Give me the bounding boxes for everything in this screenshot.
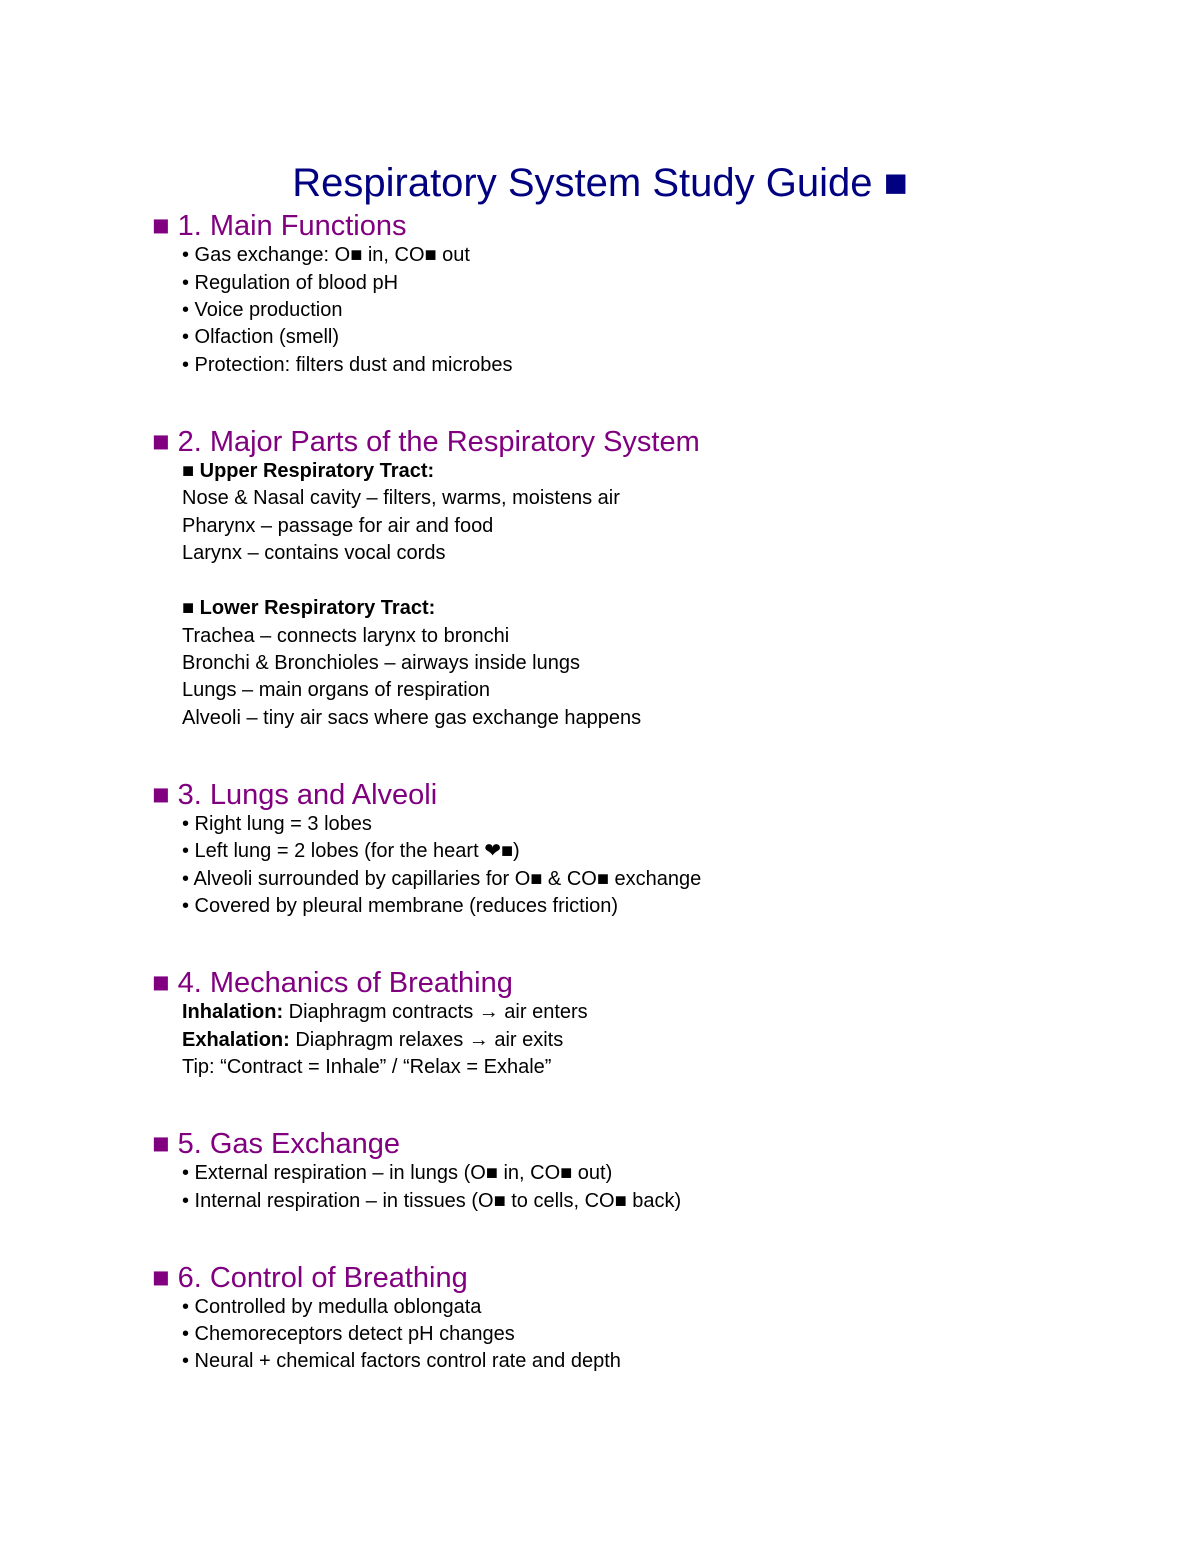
section-heading-main-functions: ■ 1. Main Functions — [152, 210, 407, 242]
section-heading-mechanics: ■ 4. Mechanics of Breathing — [152, 967, 513, 999]
tract-item: Pharynx – passage for air and food — [182, 515, 494, 537]
tract-item: Nose & Nasal cavity – filters, warms, moistens air — [182, 487, 620, 509]
bullet-item: • Alveoli surrounded by capillaries for O■ & CO■ exchange — [182, 868, 702, 890]
tract-item: Bronchi & Bronchioles – airways inside lungs — [182, 652, 580, 674]
tract-item: Lungs – main organs of respiration — [182, 679, 490, 701]
inhalation-label: Inhalation: — [182, 1001, 284, 1023]
section-heading-major-parts: ■ 2. Major Parts of the Respiratory System — [152, 426, 700, 458]
tract-item: Trachea – connects larynx to bronchi — [182, 625, 510, 647]
bullet-item: • Left lung = 2 lobes (for the heart ❤■) — [182, 840, 520, 862]
bullet-item: • Regulation of blood pH — [182, 272, 399, 294]
exhalation-line — [182, 1027, 563, 1053]
bullet-item: • Olfaction (smell) — [182, 326, 340, 348]
bullet-item: • External respiration – in lungs (O■ in, CO■ out) — [182, 1162, 613, 1184]
inhalation-line — [182, 999, 588, 1025]
section-heading-lungs-alveoli: ■ 3. Lungs and Alveoli — [152, 779, 438, 811]
bullet-item: • Neural + chemical factors control rate and depth — [182, 1350, 621, 1372]
subheading-lower-tract: ■ Lower Respiratory Tract: — [182, 597, 436, 619]
tract-item: Alveoli – tiny air sacs where gas exchange happens — [182, 707, 642, 729]
bullet-item: • Protection: filters dust and microbes — [182, 354, 513, 376]
bullet-item: • Gas exchange: O■ in, CO■ out — [182, 244, 470, 266]
bullet-item: • Right lung = 3 lobes — [182, 813, 372, 835]
page-title: Respiratory System Study Guide ■ — [292, 161, 908, 205]
section-heading-control: ■ 6. Control of Breathing — [152, 1262, 468, 1294]
bullet-item: • Internal respiration – in tissues (O■ to cells, CO■ back) — [182, 1190, 682, 1212]
inhalation-text: Diaphragm contracts → air enters — [283, 1001, 588, 1023]
bullet-item: • Controlled by medulla oblongata — [182, 1296, 482, 1318]
exhalation-label: Exhalation: — [182, 1029, 290, 1051]
bullet-item: • Chemoreceptors detect pH changes — [182, 1323, 515, 1345]
subheading-upper-tract: ■ Upper Respiratory Tract: — [182, 460, 435, 482]
section-heading-gas-exchange: ■ 5. Gas Exchange — [152, 1128, 401, 1160]
bullet-item: • Covered by pleural membrane (reduces friction) — [182, 895, 619, 917]
tip-line: Tip: “Contract = Inhale” / “Relax = Exhale” — [182, 1056, 552, 1078]
bullet-item: • Voice production — [182, 299, 343, 321]
tract-item: Larynx – contains vocal cords — [182, 542, 446, 564]
exhalation-text: Diaphragm relaxes → air exits — [289, 1029, 564, 1051]
